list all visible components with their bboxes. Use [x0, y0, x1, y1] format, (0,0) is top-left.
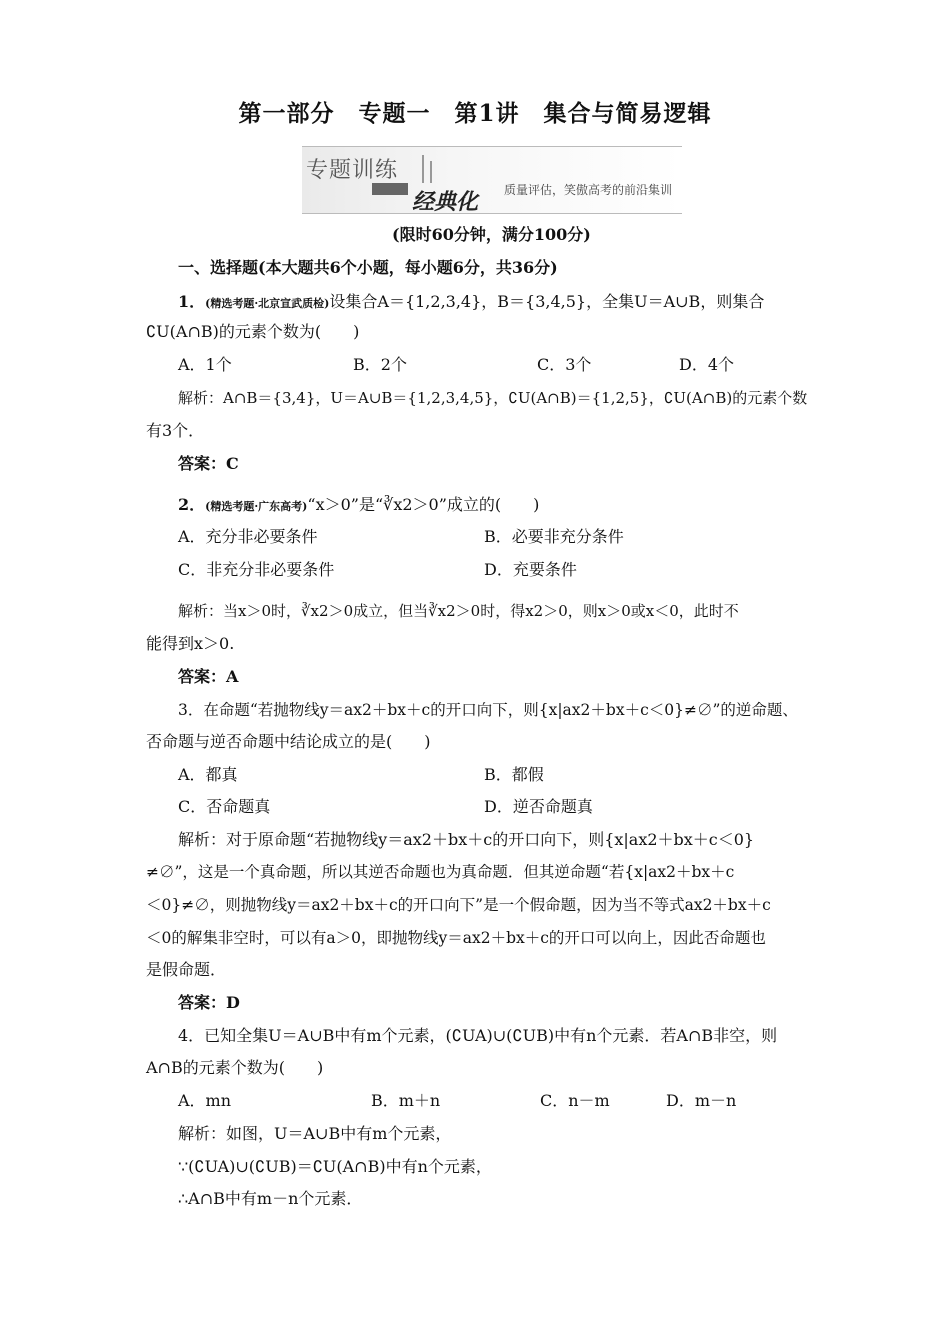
- question-3-stem-cont: 否命题与逆否命题中结论成立的是( ): [146, 732, 431, 751]
- q4-option-b: B．m＋n: [371, 1091, 441, 1110]
- q4-option-a: A．mn: [178, 1091, 232, 1110]
- q3-option-d: D．逆否命题真: [484, 797, 593, 816]
- q3-analysis: 解析：对于原命题“若抛物线y＝ax2＋bx＋c的开口向下，则{x|ax2＋bx＋c＜0}: [178, 830, 755, 849]
- q3-option-a: A．都真: [178, 765, 238, 784]
- q3-option-b: B．都假: [484, 765, 544, 784]
- q2-analysis-cont: 能得到x＞0.: [146, 634, 235, 653]
- question-2-stem: [178, 495, 539, 517]
- banner-bar: [372, 183, 408, 195]
- q1-option-c: C．3个: [537, 355, 592, 374]
- q3-option-c: C．否命题真: [178, 797, 271, 816]
- q1-analysis: 解析：A∩B＝{3,4}，U＝A∪B＝{1,2,3,4,5}，∁U(A∩B)＝{1,2,5}，∁U(A∩B)的元素个数: [178, 389, 808, 407]
- question-number: 2．: [178, 495, 206, 514]
- q2-option-c: C．非充分非必要条件: [178, 560, 335, 579]
- q1-answer: 答案：C: [178, 454, 239, 473]
- q3-analysis-cont: ≠∅”，这是一个真命题，所以其逆否命题也为真命题．但其逆命题“若{x|ax2＋bx＋c: [146, 863, 735, 881]
- banner-slogan: 质量评估，笑傲高考的前沿集训: [504, 183, 673, 197]
- q1-analysis-cont: 有3个．: [146, 421, 205, 440]
- question-text: “x＞0”是“∛x2＞0”成立的( ): [307, 495, 540, 514]
- question-number: 1．: [178, 292, 206, 311]
- q1-option-d: D．4个: [679, 355, 735, 374]
- question-4-stem-cont: A∩B的元素个数为( ): [146, 1058, 324, 1077]
- question-source: (精选考题·北京宣武质检): [205, 297, 330, 310]
- time-limit: (限时60分钟，满分100分): [392, 225, 591, 244]
- q4-analysis-cont: ∴A∩B中有m－n个元素．: [178, 1189, 363, 1208]
- q2-answer: 答案：A: [178, 667, 239, 686]
- q4-analysis-cont: ∵(∁UA)∪(∁UB)＝∁U(A∩B)中有n个元素，: [178, 1157, 492, 1176]
- q2-analysis: 解析：当x＞0时，∛x2＞0成立，但当∛x2＞0时，得x2＞0，则x＞0或x＜0，此时不: [178, 602, 739, 620]
- question-source: (精选考题·广东高考): [205, 500, 308, 513]
- q3-analysis-cont: ＜0}≠∅，则抛物线y＝ax2＋bx＋c的开口向下”是一个假命题，因为当不等式ax2＋bx＋c: [146, 896, 771, 914]
- question-text: 设集合A＝{1,2,3,4}，B＝{3,4,5}，全集U＝A∪B，则集合: [329, 292, 765, 311]
- section-heading: 一、选择题(本大题共6个小题，每小题6分，共36分): [178, 258, 558, 277]
- banner-title: 专题训练: [306, 158, 399, 183]
- question-1-stem: [178, 292, 764, 314]
- q3-answer: 答案：D: [178, 993, 240, 1012]
- training-banner: [302, 146, 682, 214]
- banner-divider: [430, 161, 432, 183]
- q3-analysis-cont: ＜0的解集非空时，可以有a＞0，即抛物线y＝ax2＋bx＋c的开口可以向上，因此否命题也: [146, 929, 766, 947]
- banner-divider: [422, 155, 424, 183]
- question-1-stem-cont: ∁U(A∩B)的元素个数为( ): [146, 322, 360, 341]
- q1-option-a: A．1个: [178, 355, 232, 374]
- question-4-stem: 4．已知全集U＝A∪B中有m个元素，(∁UA)∪(∁UB)中有n个元素．若A∩B非空，则: [178, 1026, 778, 1045]
- q2-option-b: B．必要非充分条件: [484, 527, 624, 546]
- q1-option-b: B．2个: [353, 355, 407, 374]
- question-3-stem: 3．在命题“若抛物线y＝ax2＋bx＋c的开口向下，则{x|ax2＋bx＋c＜0}≠∅”的逆命题、: [178, 701, 798, 719]
- q3-analysis-cont: 是假命题．: [146, 960, 227, 979]
- q4-option-c: C．n－m: [540, 1091, 610, 1110]
- q4-option-d: D．m－n: [666, 1091, 737, 1110]
- page-title: 第一部分 专题一 第1讲 集合与简易逻辑: [238, 100, 712, 127]
- q4-analysis: 解析：如图，U＝A∪B中有m个元素，: [178, 1124, 452, 1143]
- q2-option-a: A．充分非必要条件: [178, 527, 318, 546]
- q2-option-d: D．充要条件: [484, 560, 577, 579]
- banner-highlight: 经典化: [412, 190, 479, 215]
